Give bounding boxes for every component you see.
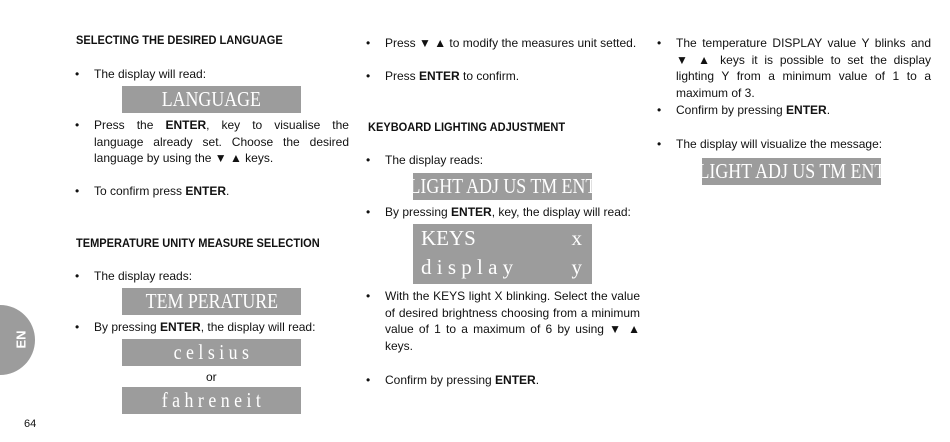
lcd-y-text: y: [571, 255, 582, 279]
bullet-text: The display reads:: [385, 153, 484, 167]
bullet-text-pre: Confirm by pressing: [676, 103, 787, 117]
bullet-display-reads-2: [366, 152, 640, 169]
enter-key-label: ENTER: [786, 103, 827, 117]
enter-key-label: ENTER: [419, 69, 460, 83]
bullet-dot: •: [657, 137, 662, 151]
bullet-dot: •: [366, 69, 371, 83]
lcd-celsius: [122, 339, 301, 366]
lcd-celsius-text: c e l s i u s: [173, 340, 250, 364]
bullet-text-post: to confirm.: [459, 69, 520, 83]
bullet-press-enter-language: [75, 117, 349, 167]
bullet-confirm-enter: [75, 183, 349, 200]
enter-key-label: ENTER: [495, 373, 536, 387]
bullet-temperature-display-blinks: [657, 35, 931, 101]
bullet-text: The display will read:: [94, 67, 207, 81]
heading-keyboard-lighting: KEYBOARD LIGHTING ADJUSTMENT: [368, 120, 566, 134]
lcd-display-text: d i s p l a y: [421, 255, 514, 279]
bullet-dot: •: [366, 205, 371, 219]
bullet-dot: •: [75, 118, 80, 132]
enter-key-label: ENTER: [451, 205, 492, 219]
or-label: or: [206, 370, 217, 384]
lcd-light-adjustment-message: [698, 158, 885, 185]
lcd-temperature: [122, 288, 301, 315]
bullet-text-pre: To confirm press: [94, 184, 186, 198]
enter-key-label: ENTER: [185, 184, 227, 198]
heading-temperature-unit: TEMPERATURE UNITY MEASURE SELECTION: [76, 236, 320, 250]
bullet-display-visualize: [657, 136, 931, 153]
bullet-dot: •: [366, 153, 371, 167]
bullet-text-pre: Press: [385, 69, 420, 83]
bullet-display-reads: [75, 268, 349, 285]
lcd-light-text: LIGHT ADJ US TM ENT: [409, 174, 596, 198]
page-number: 64: [24, 418, 37, 430]
bullet-dot: •: [366, 289, 371, 303]
bullet-text-pre: By pressing: [94, 320, 161, 334]
bullet-press-enter-confirm: [366, 68, 640, 85]
bullet-confirm-enter-3: [657, 102, 931, 119]
bullet-text: The display will visualize the message:: [676, 137, 883, 151]
lcd-x-text: x: [571, 226, 582, 250]
lcd-language: [122, 86, 301, 113]
lcd-temperature-text: TEM PERATURE: [145, 289, 278, 313]
language-tab-label: EN: [13, 330, 29, 349]
bullet-dot: •: [75, 67, 80, 81]
bullet-dot: •: [657, 103, 662, 117]
lcd-keys-display: [413, 224, 592, 284]
bullet-confirm-pressing-enter: [366, 372, 640, 389]
lcd-light-text: LIGHT ADJ US TM ENT: [698, 159, 885, 183]
lcd-fahrenheit: [122, 387, 301, 414]
lcd-keys-text: KEYS: [421, 226, 476, 250]
bullet-dot: •: [75, 269, 80, 283]
bullet-pressing-enter-temp: [75, 319, 349, 336]
bullet-text: Press ▼ ▲ to modify the measures unit setted.: [385, 36, 637, 50]
bullet-dot: •: [366, 373, 371, 387]
bullet-dot: •: [366, 36, 371, 50]
enter-key-label: ENTER: [165, 118, 207, 132]
bullet-text-post: .: [826, 103, 831, 117]
bullet-keys-light-blinking: [366, 288, 640, 354]
bullet-text-pre: By pressing: [385, 205, 452, 219]
bullet-display-will-read: [75, 66, 349, 83]
bullet-text-post: .: [535, 373, 540, 387]
bullet-text-post: , key to visualise the language already set. Choose the desired language by using the ▼ ▲ keys.: [94, 118, 349, 165]
lcd-row-display: [421, 253, 582, 283]
lcd-light-adjustment: [409, 173, 596, 200]
bullet-text: With the KEYS light X blinking. Select the value of desired brightness choosing from a minimum value of 1 to a maximum of 6 by using ▼ ▲ keys.: [385, 289, 640, 353]
lcd-language-text: LANGUAGE: [161, 87, 262, 111]
bullet-text-post: .: [226, 184, 230, 198]
bullet-text-pre: Press the: [94, 118, 166, 132]
bullet-text-post: , key, the display will read:: [491, 205, 631, 219]
bullet-dot: •: [75, 320, 80, 334]
bullet-press-modify: [366, 35, 640, 52]
enter-key-label: ENTER: [160, 320, 201, 334]
lcd-fahrenheit-text: f a h r e n e i t: [161, 388, 262, 412]
bullet-dot: •: [657, 36, 662, 50]
bullet-text: The display reads:: [94, 269, 193, 283]
heading-select-language: SELECTING THE DESIRED LANGUAGE: [76, 33, 283, 47]
bullet-text-pre: Confirm by pressing: [385, 373, 496, 387]
bullet-dot: •: [75, 184, 80, 198]
lcd-row-keys: [421, 224, 582, 254]
bullet-text-post: , the display will read:: [200, 320, 316, 334]
bullet-text: The temperature DISPLAY value Y blinks and ▼ ▲ keys it is possible to set the display lighting Y from a minimum value of 1 to a maximum of 3.: [676, 36, 931, 100]
bullet-pressing-enter-light: [366, 204, 640, 221]
